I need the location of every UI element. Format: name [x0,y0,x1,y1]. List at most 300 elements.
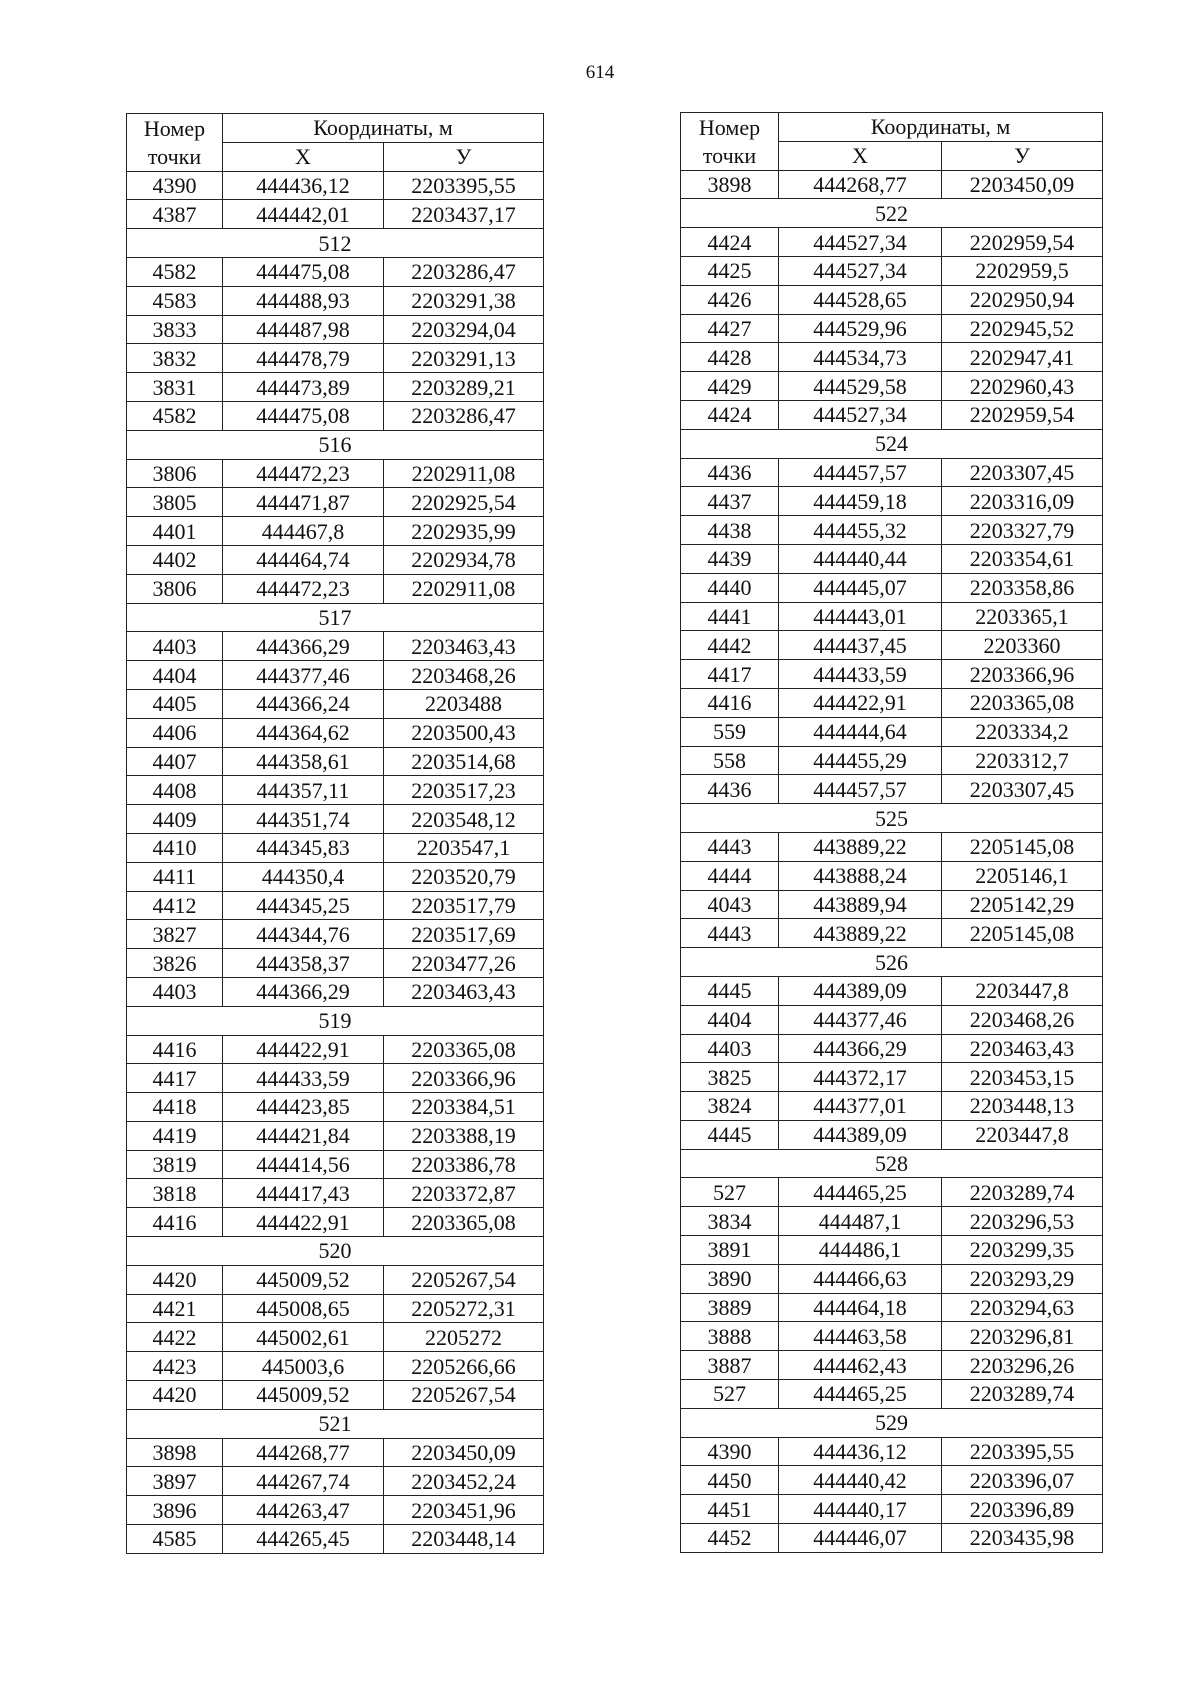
table-row [681,1524,1103,1553]
x-coordinate-cell: 444422,91 [779,688,942,717]
point-number-cell: 3827 [127,920,223,949]
x-coordinate-cell: 444389,09 [779,976,942,1005]
table-row [127,1035,544,1064]
y-header: У [384,142,544,171]
table-row [127,661,544,690]
y-coordinate-cell: 2203468,26 [942,1005,1103,1034]
x-coordinate-cell: 444459,18 [779,487,942,516]
table-row [127,517,544,546]
x-coordinate-cell: 444436,12 [779,1437,942,1466]
y-coordinate-cell: 2203296,81 [942,1322,1103,1351]
point-number-cell: 4403 [127,632,223,661]
section-number: 525 [681,804,1103,833]
y-coordinate-cell: 2203365,08 [384,1208,544,1237]
point-number-cell: 4411 [127,862,223,891]
x-coordinate-cell: 444444,64 [779,717,942,746]
x-coordinate-cell: 444473,89 [223,373,384,402]
y-coordinate-cell: 2202959,5 [942,256,1103,285]
y-coordinate-cell: 2203294,04 [384,315,544,344]
x-coordinate-cell: 444372,17 [779,1063,942,1092]
table-row [127,574,544,603]
point-number-cell: 4408 [127,776,223,805]
table-row [681,285,1103,314]
table-row [681,228,1103,257]
table-row [127,1323,544,1352]
point-number-header-line2: точки [127,142,223,171]
table-row [127,286,544,315]
table-row [127,920,544,949]
table-row [127,545,544,574]
x-coordinate-cell: 444527,34 [779,256,942,285]
y-coordinate-cell: 2203296,26 [942,1351,1103,1380]
point-number-cell: 4404 [127,661,223,690]
section-header-row [127,1409,544,1438]
x-coordinate-cell: 444528,65 [779,285,942,314]
x-coordinate-cell: 444472,23 [223,459,384,488]
x-coordinate-cell: 444455,29 [779,746,942,775]
table-row [127,257,544,286]
table-row [681,573,1103,602]
x-coordinate-cell: 444357,11 [223,776,384,805]
y-coordinate-cell: 2203514,68 [384,747,544,776]
table-row [681,487,1103,516]
y-coordinate-cell: 2205266,66 [384,1352,544,1381]
point-number-cell: 4402 [127,545,223,574]
y-coordinate-cell: 2205145,08 [942,919,1103,948]
point-number-cell: 4417 [127,1064,223,1093]
y-coordinate-cell: 2203453,15 [942,1063,1103,1092]
point-number-cell: 3898 [127,1438,223,1467]
y-coordinate-cell: 2203396,07 [942,1466,1103,1495]
point-number-header-line2: точки [681,141,779,170]
x-coordinate-cell: 444364,62 [223,718,384,747]
y-coordinate-cell: 2202950,94 [942,285,1103,314]
y-coordinate-cell: 2203447,8 [942,976,1103,1005]
y-coordinate-cell: 2203354,61 [942,544,1103,573]
point-number-cell: 559 [681,717,779,746]
y-coordinate-cell: 2202945,52 [942,314,1103,343]
table-row [681,1437,1103,1466]
section-number: 521 [127,1409,544,1438]
x-coordinate-cell: 444423,85 [223,1093,384,1122]
table-row [127,1150,544,1179]
x-coordinate-cell: 444486,1 [779,1236,942,1265]
table-row [127,632,544,661]
y-coordinate-cell: 2203296,53 [942,1207,1103,1236]
y-coordinate-cell: 2203395,55 [384,171,544,200]
x-coordinate-cell: 445008,65 [223,1294,384,1323]
y-coordinate-cell: 2203452,24 [384,1467,544,1496]
table-row [127,1093,544,1122]
point-number-cell: 4583 [127,286,223,315]
point-number-cell: 527 [681,1380,779,1409]
table-row [127,171,544,200]
x-coordinate-cell: 444377,46 [223,661,384,690]
table-row [127,862,544,891]
x-coordinate-cell: 444463,58 [779,1322,942,1351]
table-row [681,1063,1103,1092]
section-number: 528 [681,1149,1103,1178]
point-number-cell: 4451 [681,1495,779,1524]
table-row [127,949,544,978]
x-coordinate-cell: 444529,96 [779,314,942,343]
table-row [681,1207,1103,1236]
header-row [681,113,1103,142]
point-number-header-line1: Номер [127,114,223,143]
y-coordinate-cell: 2202960,43 [942,372,1103,401]
coordinates-header: Координаты, м [223,114,544,143]
point-number-cell: 4444 [681,861,779,890]
table-row [681,717,1103,746]
table-row [681,631,1103,660]
section-header-row [127,229,544,258]
x-coordinate-cell: 444455,32 [779,516,942,545]
y-coordinate-cell: 2203477,26 [384,949,544,978]
table-row [127,459,544,488]
y-coordinate-cell: 2203468,26 [384,661,544,690]
point-number-cell: 3888 [681,1322,779,1351]
x-coordinate-cell: 444443,01 [779,602,942,631]
x-coordinate-cell: 443889,22 [779,919,942,948]
y-coordinate-cell: 2203447,8 [942,1120,1103,1149]
point-number-cell: 4443 [681,919,779,948]
point-number-cell: 3890 [681,1264,779,1293]
y-coordinate-cell: 2203299,35 [942,1236,1103,1265]
x-coordinate-cell: 444457,57 [779,775,942,804]
x-coordinate-cell: 444440,42 [779,1466,942,1495]
y-coordinate-cell: 2203384,51 [384,1093,544,1122]
table-row [127,1179,544,1208]
y-coordinate-cell: 2203395,55 [942,1437,1103,1466]
x-coordinate-cell: 444472,23 [223,574,384,603]
point-number-cell: 4442 [681,631,779,660]
y-coordinate-cell: 2203488 [384,689,544,718]
y-coordinate-cell: 2203451,96 [384,1496,544,1525]
page-number: 614 [585,62,615,83]
point-number-cell: 3834 [681,1207,779,1236]
point-number-cell: 4437 [681,487,779,516]
point-number-cell: 3818 [127,1179,223,1208]
x-coordinate-cell: 445003,6 [223,1352,384,1381]
section-number: 512 [127,229,544,258]
x-coordinate-cell: 443888,24 [779,861,942,890]
point-number-cell: 4416 [681,688,779,717]
x-coordinate-cell: 444467,8 [223,517,384,546]
y-coordinate-cell: 2203500,43 [384,718,544,747]
y-coordinate-cell: 2202934,78 [384,545,544,574]
table-row [127,315,544,344]
y-coordinate-cell: 2203372,87 [384,1179,544,1208]
table-row [681,688,1103,717]
point-number-cell: 4582 [127,257,223,286]
x-coordinate-cell: 444366,29 [779,1034,942,1063]
x-coordinate-cell: 444389,09 [779,1120,942,1149]
table-row [681,976,1103,1005]
y-coordinate-cell: 2202959,54 [942,228,1103,257]
point-number-cell: 4424 [681,228,779,257]
table-row [127,1496,544,1525]
x-coordinate-cell: 444345,25 [223,891,384,920]
y-coordinate-cell: 2203547,1 [384,833,544,862]
section-header-row [127,430,544,459]
point-number-cell: 4421 [127,1294,223,1323]
y-coordinate-cell: 2203388,19 [384,1121,544,1150]
y-coordinate-cell: 2203520,79 [384,862,544,891]
table-row [127,1525,544,1554]
x-coordinate-cell: 444267,74 [223,1467,384,1496]
point-number-cell: 3833 [127,315,223,344]
y-coordinate-cell: 2203463,43 [384,632,544,661]
x-coordinate-cell: 444437,45 [779,631,942,660]
x-coordinate-cell: 444268,77 [779,170,942,199]
table-row [681,602,1103,631]
table-row [681,1005,1103,1034]
section-header-row [681,948,1103,977]
x-coordinate-cell: 444462,43 [779,1351,942,1380]
x-coordinate-cell: 443889,94 [779,890,942,919]
y-coordinate-cell: 2203448,13 [942,1092,1103,1121]
point-number-cell: 4445 [681,1120,779,1149]
y-coordinate-cell: 2203365,1 [942,602,1103,631]
point-number-cell: 4425 [681,256,779,285]
x-coordinate-cell: 444466,63 [779,1264,942,1293]
table-row [127,488,544,517]
x-coordinate-cell: 444446,07 [779,1524,942,1553]
y-coordinate-cell: 2202959,54 [942,400,1103,429]
point-number-cell: 4401 [127,517,223,546]
x-coordinate-cell: 444377,46 [779,1005,942,1034]
y-coordinate-cell: 2203289,74 [942,1178,1103,1207]
table-row [681,1380,1103,1409]
y-coordinate-cell: 2203463,43 [942,1034,1103,1063]
x-coordinate-cell: 444422,91 [223,1208,384,1237]
coordinates-header: Координаты, м [779,113,1103,142]
table-row [127,747,544,776]
x-coordinate-cell: 444534,73 [779,343,942,372]
point-number-cell: 4423 [127,1352,223,1381]
y-coordinate-cell: 2203316,09 [942,487,1103,516]
x-coordinate-cell: 444344,76 [223,920,384,949]
table-row [127,805,544,834]
y-coordinate-cell: 2203517,69 [384,920,544,949]
header-row [127,142,544,171]
x-coordinate-cell: 444268,77 [223,1438,384,1467]
point-number-cell: 4416 [127,1208,223,1237]
y-coordinate-cell: 2203286,47 [384,257,544,286]
point-number-cell: 4403 [127,977,223,1006]
y-coordinate-cell: 2203386,78 [384,1150,544,1179]
y-coordinate-cell: 2203360 [942,631,1103,660]
y-coordinate-cell: 2205272 [384,1323,544,1352]
header-row [681,141,1103,170]
point-number-cell: 4422 [127,1323,223,1352]
x-coordinate-cell: 444421,84 [223,1121,384,1150]
point-number-cell: 4403 [681,1034,779,1063]
y-header: У [942,141,1103,170]
x-coordinate-cell: 444478,79 [223,344,384,373]
table-row [127,718,544,747]
point-number-cell: 4585 [127,1525,223,1554]
coordinates-table-left [126,113,544,1554]
table-row [127,1294,544,1323]
point-number-cell: 3805 [127,488,223,517]
section-number: 520 [127,1237,544,1266]
y-coordinate-cell: 2202911,08 [384,459,544,488]
point-number-header-line1: Номер [681,113,779,142]
y-coordinate-cell: 2203286,47 [384,401,544,430]
point-number-cell: 4418 [127,1093,223,1122]
y-coordinate-cell: 2203548,12 [384,805,544,834]
x-coordinate-cell: 444366,29 [223,977,384,1006]
x-coordinate-cell: 445002,61 [223,1323,384,1352]
table-row [681,1495,1103,1524]
x-coordinate-cell: 444487,1 [779,1207,942,1236]
y-coordinate-cell: 2203450,09 [384,1438,544,1467]
point-number-cell: 4420 [127,1381,223,1410]
point-number-cell: 3887 [681,1351,779,1380]
y-coordinate-cell: 2203334,2 [942,717,1103,746]
section-header-row [681,1149,1103,1178]
x-coordinate-cell: 444265,45 [223,1525,384,1554]
point-number-cell: 4406 [127,718,223,747]
point-number-cell: 3832 [127,344,223,373]
y-coordinate-cell: 2203291,38 [384,286,544,315]
point-number-cell: 4582 [127,401,223,430]
table-row [681,1178,1103,1207]
point-number-cell: 4417 [681,660,779,689]
table-row [681,1092,1103,1121]
point-number-cell: 3806 [127,459,223,488]
x-coordinate-cell: 444464,74 [223,545,384,574]
y-coordinate-cell: 2203307,45 [942,458,1103,487]
y-coordinate-cell: 2205145,08 [942,832,1103,861]
section-header-row [681,804,1103,833]
x-coordinate-cell: 444464,18 [779,1293,942,1322]
table-row [681,1351,1103,1380]
point-number-cell: 558 [681,746,779,775]
point-number-cell: 4409 [127,805,223,834]
point-number-cell: 4390 [127,171,223,200]
table-row [681,458,1103,487]
point-number-cell: 4416 [127,1035,223,1064]
y-coordinate-cell: 2205267,54 [384,1265,544,1294]
x-coordinate-cell: 444377,01 [779,1092,942,1121]
table-row [127,689,544,718]
table-row [127,1352,544,1381]
table-row [681,890,1103,919]
y-coordinate-cell: 2205267,54 [384,1381,544,1410]
x-coordinate-cell: 444433,59 [779,660,942,689]
y-coordinate-cell: 2203291,13 [384,344,544,373]
x-coordinate-cell: 444263,47 [223,1496,384,1525]
table-row [127,1381,544,1410]
section-number: 522 [681,199,1103,228]
point-number-cell: 3826 [127,949,223,978]
point-number-cell: 3824 [681,1092,779,1121]
point-number-cell: 4404 [681,1005,779,1034]
point-number-cell: 3806 [127,574,223,603]
y-coordinate-cell: 2202947,41 [942,343,1103,372]
point-number-cell: 4428 [681,343,779,372]
y-coordinate-cell: 2202911,08 [384,574,544,603]
table-row [681,314,1103,343]
table-row [127,401,544,430]
y-coordinate-cell: 2203517,23 [384,776,544,805]
x-coordinate-cell: 444358,37 [223,949,384,978]
x-coordinate-cell: 444487,98 [223,315,384,344]
y-coordinate-cell: 2203358,86 [942,573,1103,602]
y-coordinate-cell: 2203435,98 [942,1524,1103,1553]
point-number-cell: 4420 [127,1265,223,1294]
table-row [127,1467,544,1496]
y-coordinate-cell: 2203463,43 [384,977,544,1006]
y-coordinate-cell: 2203366,96 [384,1064,544,1093]
point-number-cell: 3819 [127,1150,223,1179]
section-header-row [127,1006,544,1035]
table-row [681,1264,1103,1293]
y-coordinate-cell: 2205146,1 [942,861,1103,890]
table-row [127,891,544,920]
point-number-cell: 4443 [681,832,779,861]
point-number-cell: 4450 [681,1466,779,1495]
x-header: X [779,141,942,170]
point-number-cell: 4426 [681,285,779,314]
table-row [127,344,544,373]
y-coordinate-cell: 2203365,08 [384,1035,544,1064]
point-number-cell: 3831 [127,373,223,402]
table-row [127,977,544,1006]
table-row [681,1034,1103,1063]
point-number-cell: 4436 [681,775,779,804]
table-row [681,746,1103,775]
y-coordinate-cell: 2203293,29 [942,1264,1103,1293]
y-coordinate-cell: 2203396,89 [942,1495,1103,1524]
table-row [681,1293,1103,1322]
section-header-row [681,1408,1103,1437]
section-number: 524 [681,429,1103,458]
section-header-row [681,199,1103,228]
table-row [681,544,1103,573]
x-coordinate-cell: 444440,17 [779,1495,942,1524]
y-coordinate-cell: 2202925,54 [384,488,544,517]
table-row [681,1466,1103,1495]
table-row [681,1236,1103,1265]
x-coordinate-cell: 444433,59 [223,1064,384,1093]
point-number-cell: 4390 [681,1437,779,1466]
table-row [681,400,1103,429]
table-row [681,861,1103,890]
coordinates-table-right [680,112,1103,1553]
x-coordinate-cell: 444445,07 [779,573,942,602]
y-coordinate-cell: 2203294,63 [942,1293,1103,1322]
point-number-cell: 4405 [127,689,223,718]
y-coordinate-cell: 2203312,7 [942,746,1103,775]
section-header-row [127,603,544,632]
section-number: 529 [681,1408,1103,1437]
x-coordinate-cell: 444350,4 [223,862,384,891]
y-coordinate-cell: 2203289,74 [942,1380,1103,1409]
x-coordinate-cell: 444422,91 [223,1035,384,1064]
section-header-row [681,429,1103,458]
point-number-cell: 3825 [681,1063,779,1092]
point-number-cell: 4412 [127,891,223,920]
point-number-cell: 3897 [127,1467,223,1496]
y-coordinate-cell: 2202935,99 [384,517,544,546]
table-row [681,1322,1103,1351]
y-coordinate-cell: 2203289,21 [384,373,544,402]
point-number-cell: 4410 [127,833,223,862]
point-number-cell: 4407 [127,747,223,776]
